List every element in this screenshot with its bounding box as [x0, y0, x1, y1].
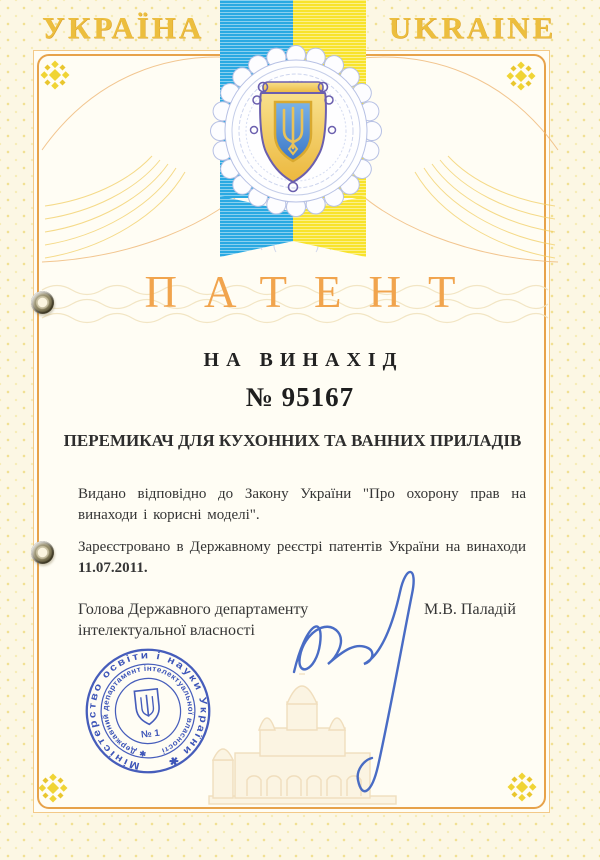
corner-ornament-icon: [507, 772, 537, 802]
signature: [280, 552, 440, 802]
country-title-english: UKRAINE: [388, 10, 556, 45]
binder-grommet: [31, 541, 54, 564]
signatory-role: [78, 599, 308, 641]
registration-date: 11.07.2011.: [78, 560, 148, 576]
country-title-ukrainian: УКРАЇНА: [42, 10, 205, 45]
invention-title: ПЕРЕМИКАЧ ДЛЯ КУХОННИХ ТА ВАННИХ ПРИЛАДІВ: [63, 431, 522, 450]
stamp-number: № 1: [140, 727, 161, 741]
patent-number: № 95167: [245, 382, 355, 412]
issued-paragraph: Видано відповідно до Закону України "Про охорону прав на винаходи і корисні моделі".: [78, 486, 526, 523]
signatory-role-line1: Голова Державного департаменту: [78, 601, 309, 618]
stamp-outer-text: Міністерство освіти і науки України ✱: [87, 650, 209, 772]
corner-ornament-icon: [40, 60, 70, 90]
stamp-inner-text: ✱ Державний департамент інтелектуальної власності: [100, 663, 196, 759]
stamp-trident-icon: [134, 689, 160, 726]
corner-ornament-icon: [38, 773, 68, 803]
patent-title: ПАТЕНТ: [144, 267, 483, 317]
patent-subtitle: НА ВИНАХІД: [203, 349, 404, 371]
signatory-role-line2: інтелектуальної власності: [78, 622, 255, 639]
official-stamp: [74, 637, 221, 784]
registered-text: Зареєстровано в Державному реєстрі патентів України на винаходи: [78, 539, 526, 555]
binder-grommet: [31, 291, 54, 314]
corner-ornament-icon: [506, 61, 536, 91]
signatory-name: М.В. Паладій: [424, 601, 516, 618]
coat-of-arms-emblem: [205, 40, 387, 222]
